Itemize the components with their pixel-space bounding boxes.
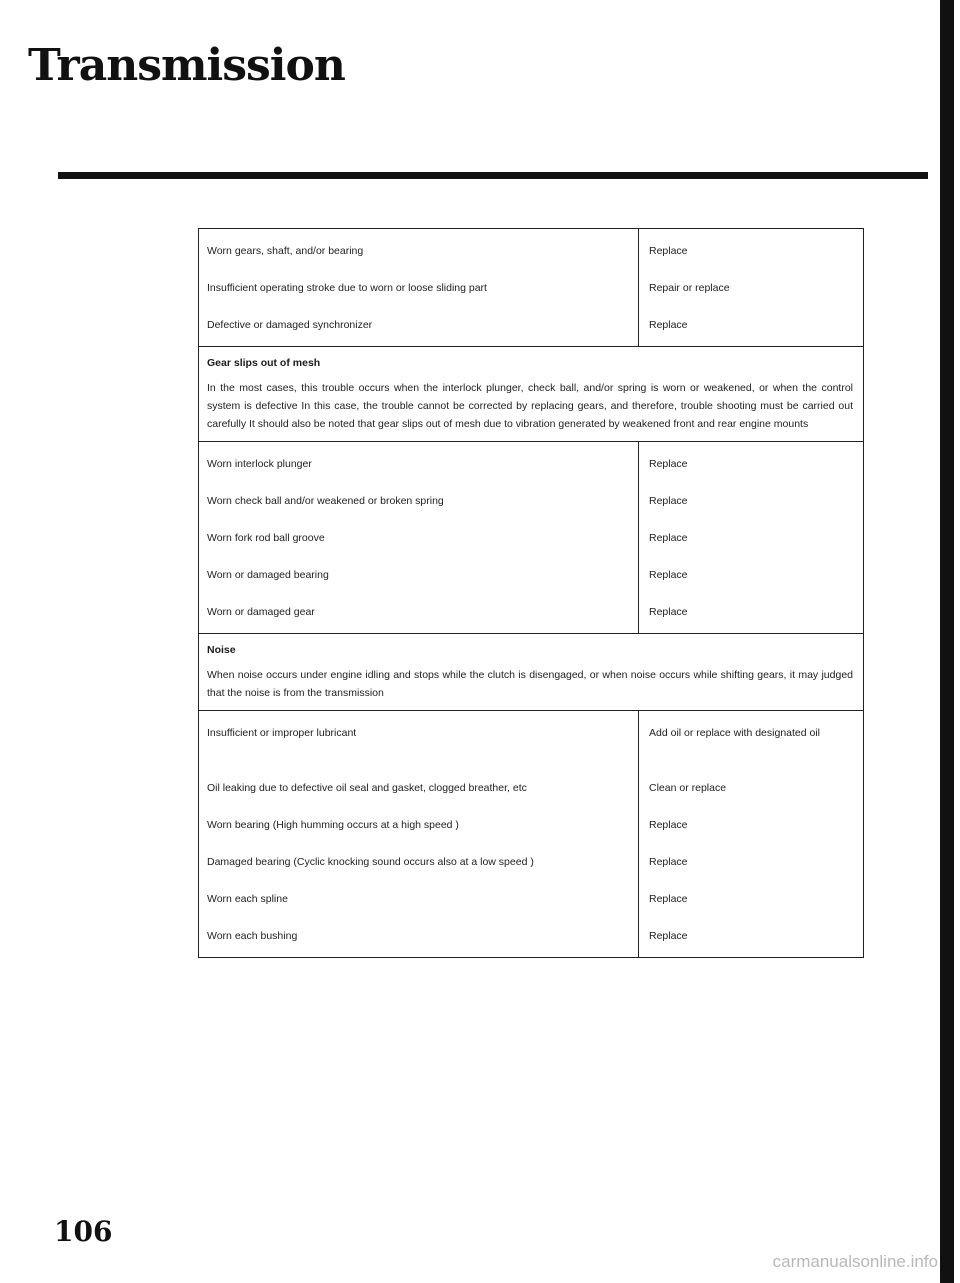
table-row-cause: Insufficient or improper lubricant xyxy=(207,727,357,739)
section-heading: Gear slips out of mesh xyxy=(207,357,321,369)
section-description: When noise occurs under engine idling and stops while the clutch is disengaged, or when noise occurs while shifting gears, it may judged that the noise is from the transmission xyxy=(207,669,853,699)
table-row-cause: Insufficient operating stroke due to worn or loose sliding part xyxy=(207,282,487,294)
table-row-cause: Oil leaking due to defective oil seal and gasket, clogged breather, etc xyxy=(207,782,527,794)
remedy-column xyxy=(639,442,863,633)
cause-column xyxy=(199,442,639,633)
cause-column xyxy=(199,229,639,346)
section-description: In the most cases, this trouble occurs when the interlock plunger, check ball, and/or spring is worn or weakened, or when the control system is defective In this case, the trouble cannot be corrected by replacing gears, and therefore, trouble shooting must be carried out carefully It should also be noted that gear slips out of mesh due to vibration generated by weakened front and rear engine mounts xyxy=(207,382,853,430)
table-row-remedy: Replace xyxy=(649,245,688,257)
table-row-remedy: Replace xyxy=(649,532,688,544)
table-row-cause: Worn gears, shaft, and/or bearing xyxy=(207,245,364,257)
table-row-cause: Defective or damaged synchronizer xyxy=(207,319,373,331)
table-row-remedy: Clean or replace xyxy=(649,782,727,794)
troubleshooting-table xyxy=(198,228,864,958)
table-row-remedy: Replace xyxy=(649,458,688,470)
table-row-remedy: Replace xyxy=(649,893,688,905)
page-edge-bar xyxy=(940,0,954,1283)
table-row-remedy: Replace xyxy=(649,319,688,331)
cause-column xyxy=(199,711,639,957)
section-gear-slips xyxy=(199,346,863,441)
table-section-3 xyxy=(199,710,863,957)
table-row-remedy: Replace xyxy=(649,606,688,618)
table-row-remedy: Add oil or replace with designated oil xyxy=(649,727,821,739)
table-row-remedy: Replace xyxy=(649,495,688,507)
table-row-cause: Worn each bushing xyxy=(207,930,298,942)
section-heading: Noise xyxy=(207,644,236,656)
page-title: Transmission xyxy=(28,40,345,91)
table-row-remedy: Repair or replace xyxy=(649,282,730,294)
table-row-cause: Worn or damaged gear xyxy=(207,606,315,618)
table-row-remedy: Replace xyxy=(649,856,688,868)
table-row-remedy: Replace xyxy=(649,930,688,942)
table-row-cause: Worn check ball and/or weakened or broken spring xyxy=(207,495,444,507)
table-row-cause: Damaged bearing (Cyclic knocking sound occurs also at a low speed ) xyxy=(207,856,534,868)
table-row-remedy: Replace xyxy=(649,819,688,831)
title-rule xyxy=(58,172,928,179)
table-row-cause: Worn interlock plunger xyxy=(207,458,312,470)
table-row-remedy: Replace xyxy=(649,569,688,581)
table-section-2 xyxy=(199,441,863,633)
page-number: 106 xyxy=(54,1215,113,1248)
table-row-cause: Worn each spline xyxy=(207,893,288,905)
table-row-cause: Worn fork rod ball groove xyxy=(207,532,325,544)
section-noise xyxy=(199,633,863,710)
remedy-column xyxy=(639,711,863,957)
table-row-cause: Worn bearing (High humming occurs at a high speed ) xyxy=(207,819,459,831)
remedy-column xyxy=(639,229,863,346)
watermark-link[interactable]: carmanualsonline.info xyxy=(772,1252,938,1271)
table-section-1 xyxy=(199,228,863,346)
table-row-cause: Worn or damaged bearing xyxy=(207,569,329,581)
